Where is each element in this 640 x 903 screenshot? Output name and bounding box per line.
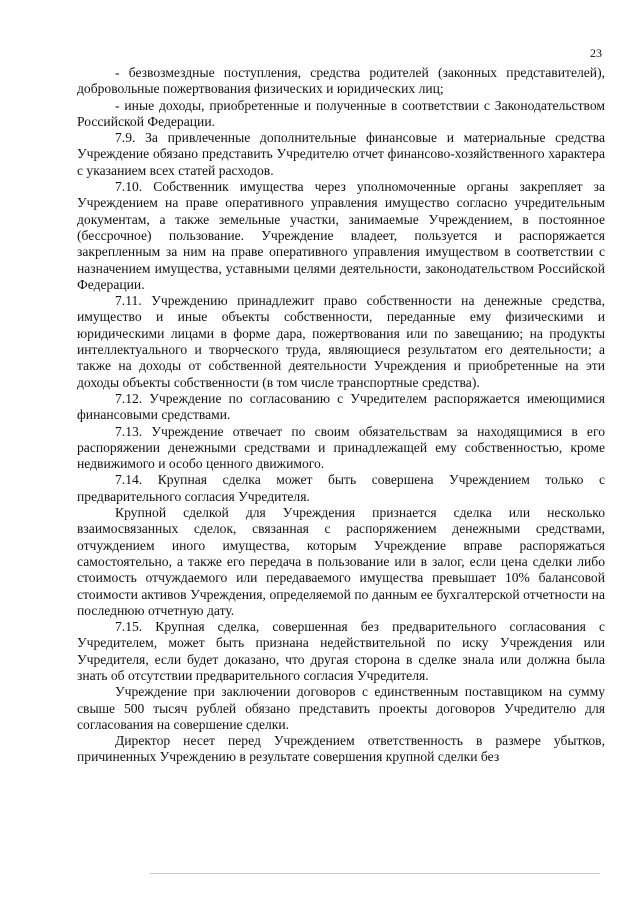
page-number: 23 [590, 46, 602, 60]
paragraph-bullet-other-income: - иные доходы, приобретенные и полученные в соответствии с Законодательством Российской Федерации. [77, 97, 605, 129]
paragraph-7-14: 7.14. Крупная сделка может быть совершена Учреждением только с предварительного согласия Учредителя. [77, 472, 605, 504]
paragraph-7-13: 7.13. Учреждение отвечает по своим обязательствам за находящимися в его распоряжении денежными средствами и принадлежащей ему собственностью, кроме недвижимого и особо ценного движимого. [77, 423, 605, 472]
paragraph-7-12: 7.12. Учреждение по согласованию с Учредителем распоряжается имеющимися финансовыми средствами. [77, 390, 605, 423]
document-body [77, 65, 605, 766]
paragraph-7-9: 7.9. За привлеченные дополнительные финансовые и материальные средства Учреждение обязано представить Учредителю отчет финансово-хозяйственного характера с указанием всех статей расходов. [77, 130, 605, 178]
scan-bottom-line [150, 873, 600, 874]
paragraph-7-15: 7.15. Крупная сделка, совершенная без предварительного согласования с Учредителем, может быть признана недействительной по иску Учреждения или Учредителя, если будет доказано, что другая сторона в сделке знала или должна была знать об отсутствии предварительного согласия Учредителя. [77, 619, 605, 683]
paragraph-7-10: 7.10. Собственник имущества через уполномоченные органы закрепляет за Учреждением на праве оперативного управления имущество согласно учредительным документам, а также земельные участки, занимаемые Учреждением, в постоянное (бессрочное) пользование. Учреждение владеет, пользуется и распоряжается закрепленным за ним на праве оперативного управления имуществом в соответствии с назначением имущества, уставными целями деятельности, законодательством Российской Федерации. [77, 179, 605, 292]
paragraph-7-11: 7.11. Учреждению принадлежит право собственности на денежные средства, имущество и иные объекты собственности, переданные ему физическими и юридическими лицами в форме дара, пожертвования или по завещанию; на продукты интеллектуального и творческого труда, являющиеся результатом его деятельности; а также на доходы от собственной деятельности Учреждения и приобретенные на эти доходы объекты собственности (в том числе транспортные средства). [77, 293, 605, 390]
paragraph-major-transaction-definition: Крупной сделкой для Учреждения признается сделка или несколько взаимосвязанных сделок, связанная с распоряжением денежными средствами, отчуждением иного имущества, которым Учреждение вправе распоряжаться самостоятельно, а также его передача в пользование или в залог, если цена сделки либо стоимость отчуждаемого или передаваемого имущества превышает 10% балансовой стоимости активов Учреждения, определяемой по данным ее бухгалтерской отчетности на последнюю отчетную дату. [77, 505, 605, 618]
paragraph-director-liability: Директор несет перед Учреждением ответственность в размере убытков, причиненных Учреждению в результате совершения крупной сделки без [77, 733, 605, 765]
paragraph-bullet-gratuitous-receipts: - безвозмездные поступления, средства родителей (законных представителей), добровольные пожертвования физических и юридических лиц; [77, 65, 605, 97]
paragraph-single-supplier-contracts: Учреждение при заключении договоров с единственным поставщиком на сумму свыше 500 тысяч рублей обязано представить проекты договоров Учредителю для согласования на совершение сделки. [77, 684, 605, 732]
